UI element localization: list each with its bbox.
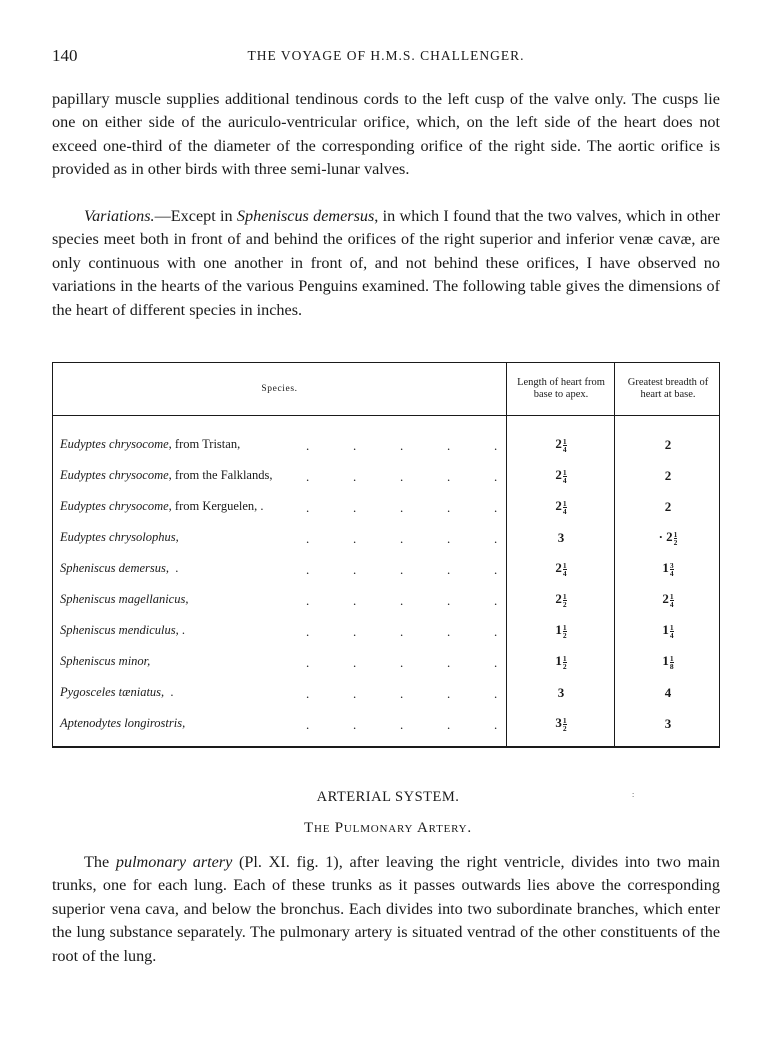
- leader-dot: .: [306, 499, 310, 515]
- length-whole: 1: [555, 653, 562, 669]
- table-row: [53, 460, 719, 491]
- breadth-whole: · 2: [658, 529, 673, 545]
- species-name: Eudyptes chrysocome: [60, 499, 169, 513]
- leader-dot: .: [447, 685, 451, 701]
- leader-dot: .: [400, 561, 404, 577]
- leader-dot: .: [306, 530, 310, 546]
- fraction-numerator: 1: [669, 622, 674, 632]
- length-whole: 3: [555, 715, 562, 731]
- breadth-fraction: [670, 593, 674, 608]
- fraction-denominator: 4: [669, 630, 674, 640]
- header-species: Species.: [261, 384, 298, 394]
- length-cell: [508, 498, 614, 515]
- paragraph-text: , in which I found that the two valves, which in other species meet both in front of and behind the orifices of the right superior and inferior venæ cavæ, are only continuous with one another in front of, and not behind these orifices, I have observed no variations in the hearts of the various Penguins examined. The following table gives the dimensions of the heart of different species in inches.: [52, 207, 720, 319]
- length-cell: [508, 685, 614, 701]
- leader-dot: .: [306, 654, 310, 670]
- fraction-denominator: 8: [669, 661, 674, 671]
- species-name: Pygosceles tæniatus,: [60, 685, 165, 699]
- leader-dot: .: [400, 623, 404, 639]
- leader-dot: .: [306, 623, 310, 639]
- leader-dot: .: [353, 654, 357, 670]
- dot-leaders: [53, 562, 499, 576]
- species-name: Eudyptes chrysolophus,: [60, 530, 179, 544]
- species-name: Spheniscus minor,: [60, 654, 151, 668]
- length-whole: 2: [555, 467, 562, 483]
- fraction-denominator: 4: [562, 475, 567, 485]
- leader-dot: .: [494, 468, 498, 484]
- paragraph-text: papillary muscle supplies additional tendinous cords to the left cusp of the valve only. The cusps lie one on either side of the auriculo-ventricular orifice, which, on the left side of the heart does not exceed one-third of the diameter of the corresponding orifice of the right side. The aortic orifice is provided as in other birds with three semi-lunar valves.: [52, 90, 720, 179]
- breadth-cell: [616, 591, 720, 608]
- table-row: [53, 522, 719, 553]
- length-whole: 3: [557, 684, 565, 700]
- species-locality: .: [169, 561, 179, 575]
- fraction-numerator: 1: [562, 560, 567, 570]
- leader-dot: .: [353, 437, 357, 453]
- header-rule: [53, 415, 719, 416]
- leader-dot: .: [353, 499, 357, 515]
- fraction-denominator: 2: [562, 661, 567, 671]
- table-row: [53, 615, 719, 646]
- fraction-denominator: 4: [669, 568, 674, 578]
- fraction-numerator: 1: [562, 653, 567, 663]
- dot-leaders: [53, 500, 499, 514]
- breadth-cell: [616, 560, 720, 577]
- species-name: Spheniscus magellanicus,: [60, 592, 189, 606]
- leader-dot: .: [353, 530, 357, 546]
- length-cell: [508, 591, 614, 608]
- print-speck: :: [632, 790, 635, 799]
- length-whole: 3: [557, 529, 565, 545]
- leader-dot: .: [447, 437, 451, 453]
- leader-dot: .: [447, 561, 451, 577]
- leader-dot: .: [447, 592, 451, 608]
- leader-dot: .: [494, 561, 498, 577]
- dot-leaders: [53, 593, 499, 607]
- heart-dimensions-table: [52, 362, 720, 748]
- dot-leaders: [53, 624, 499, 638]
- fraction-numerator: 1: [562, 622, 567, 632]
- fraction-denominator: 2: [673, 537, 678, 547]
- leader-dot: .: [353, 685, 357, 701]
- table-row: [53, 646, 719, 677]
- leader-dot: .: [306, 437, 310, 453]
- header-length: Length of heart from base to apex.: [517, 377, 605, 400]
- table-row: [53, 677, 719, 708]
- species-locality: .: [178, 623, 185, 637]
- fraction-denominator: 4: [562, 568, 567, 578]
- length-cell: [508, 560, 614, 577]
- leader-dot: .: [400, 716, 404, 732]
- leader-dot: .: [400, 499, 404, 515]
- subsection-heading-pulmonary-artery: The Pulmonary Artery.: [304, 820, 472, 836]
- breadth-cell: [616, 499, 720, 515]
- length-fraction: [563, 717, 567, 732]
- leader-dot: .: [494, 716, 498, 732]
- length-whole: 2: [555, 591, 562, 607]
- leader-dot: .: [494, 623, 498, 639]
- length-fraction: [563, 469, 567, 484]
- dot-leaders: [53, 469, 499, 483]
- paragraph-text: The: [84, 853, 116, 871]
- leader-dot: .: [353, 561, 357, 577]
- fraction-numerator: 1: [669, 591, 674, 601]
- leader-dot: .: [353, 468, 357, 484]
- fraction-numerator: 1: [562, 498, 567, 508]
- breadth-fraction: [670, 624, 674, 639]
- length-fraction: [563, 624, 567, 639]
- fraction-denominator: 4: [669, 599, 674, 609]
- species-locality: , from Kerguelen, .: [168, 499, 264, 513]
- leader-dot: .: [400, 685, 404, 701]
- paragraph-text: (Pl. XI. fig. 1), after leaving the right ventricle, divides into two main trunks, one for each lung. Each of these trunks as it passes outwards lies above the corresponding superior vena cava, and below the bronchus. Each divides into two subordinate branches, which enter the lung substance separately. The pulmonary artery is situated ventrad of the other constituents of the root of the lung.: [52, 853, 721, 965]
- length-cell: [508, 436, 614, 453]
- fraction-numerator: 3: [669, 560, 674, 570]
- table-row: [53, 553, 719, 584]
- leader-dot: .: [447, 530, 451, 546]
- leader-dot: .: [447, 499, 451, 515]
- breadth-cell: [616, 685, 720, 701]
- leader-dot: .: [494, 654, 498, 670]
- breadth-cell: [616, 437, 720, 453]
- leader-dot: .: [306, 716, 310, 732]
- length-whole: 2: [555, 498, 562, 514]
- species-locality: , from Tristan,: [168, 437, 241, 451]
- breadth-whole: 1: [662, 560, 669, 576]
- paragraph-heart-valves: [52, 88, 720, 182]
- leader-dot: .: [400, 654, 404, 670]
- breadth-whole: 4: [664, 684, 672, 700]
- fraction-numerator: 1: [562, 436, 567, 446]
- leader-dot: .: [353, 592, 357, 608]
- breadth-cell: [616, 529, 720, 546]
- breadth-fraction: [670, 655, 674, 670]
- leader-dot: .: [400, 530, 404, 546]
- length-fraction: [563, 562, 567, 577]
- leader-dot: .: [494, 530, 498, 546]
- term-pulmonary-artery: pulmonary artery: [115, 853, 233, 871]
- fraction-denominator: 2: [562, 723, 567, 733]
- leader-dot: .: [494, 592, 498, 608]
- paragraph-text: —Except in: [154, 207, 237, 225]
- leader-dot: .: [447, 654, 451, 670]
- leader-dot: .: [494, 437, 498, 453]
- fraction-numerator: 1: [562, 467, 567, 477]
- breadth-whole: 3: [664, 715, 672, 731]
- breadth-cell: [616, 622, 720, 639]
- breadth-whole: 2: [664, 436, 672, 452]
- species-locality: , from the Falklands,: [168, 468, 273, 482]
- length-cell: [508, 622, 614, 639]
- leader-dot: .: [306, 468, 310, 484]
- species-name: Spheniscus demersus: [236, 207, 375, 225]
- breadth-cell: [616, 716, 720, 732]
- species-name: Eudyptes chrysocome: [60, 468, 169, 482]
- dot-leaders: [53, 655, 499, 669]
- variations-label: Variations.: [84, 207, 155, 225]
- breadth-fraction: [674, 531, 678, 546]
- breadth-cell: [616, 468, 720, 484]
- leader-dot: .: [400, 468, 404, 484]
- table-row: [53, 708, 719, 739]
- leader-dot: .: [494, 499, 498, 515]
- fraction-denominator: 4: [562, 506, 567, 516]
- table-row: [53, 491, 719, 522]
- section-heading-arterial-system: ARTERIAL SYSTEM.: [316, 789, 460, 805]
- leader-dot: .: [447, 468, 451, 484]
- breadth-whole: 2: [664, 467, 672, 483]
- paragraph-variations: [52, 205, 720, 322]
- leader-dot: .: [494, 685, 498, 701]
- running-head: [52, 46, 720, 66]
- page-number: 140: [52, 46, 78, 65]
- table-row: [53, 429, 719, 460]
- species-name: Spheniscus demersus,: [60, 561, 170, 575]
- leader-dot: .: [353, 716, 357, 732]
- header-breadth: Greatest breadth of heart at base.: [627, 377, 709, 400]
- dot-leaders: [53, 717, 499, 731]
- breadth-fraction: [670, 562, 674, 577]
- fraction-denominator: 4: [562, 444, 567, 454]
- length-fraction: [563, 593, 567, 608]
- length-cell: [508, 715, 614, 732]
- length-whole: 2: [555, 436, 562, 452]
- table-row: [53, 584, 719, 615]
- length-cell: [508, 467, 614, 484]
- fraction-numerator: 1: [562, 715, 567, 725]
- length-fraction: [563, 500, 567, 515]
- breadth-whole: 2: [664, 498, 672, 514]
- breadth-whole: 1: [662, 622, 669, 638]
- leader-dot: .: [447, 716, 451, 732]
- leader-dot: .: [306, 561, 310, 577]
- fraction-denominator: 2: [562, 599, 567, 609]
- species-name: Aptenodytes longirostris,: [60, 716, 186, 730]
- species-name: Spheniscus mendiculus,: [60, 623, 179, 637]
- breadth-whole: 1: [662, 653, 669, 669]
- leader-dot: .: [306, 592, 310, 608]
- species-locality: .: [164, 685, 174, 699]
- species-name: Eudyptes chrysocome: [60, 437, 169, 451]
- leader-dot: .: [353, 623, 357, 639]
- paragraph-pulmonary-artery: [52, 851, 720, 968]
- leader-dot: .: [400, 592, 404, 608]
- fraction-numerator: 1: [669, 653, 674, 663]
- leader-dot: .: [306, 685, 310, 701]
- length-whole: 2: [555, 560, 562, 576]
- leader-dot: .: [447, 623, 451, 639]
- length-cell: [508, 530, 614, 546]
- fraction-numerator: 1: [673, 529, 678, 539]
- length-cell: [508, 653, 614, 670]
- leader-dot: .: [400, 437, 404, 453]
- dot-leaders: [53, 438, 499, 452]
- running-title: THE VOYAGE OF H.M.S. CHALLENGER.: [247, 48, 525, 63]
- dot-leaders: [53, 686, 499, 700]
- dot-leaders: [53, 531, 499, 545]
- length-fraction: [563, 655, 567, 670]
- breadth-whole: 2: [662, 591, 669, 607]
- length-fraction: [563, 438, 567, 453]
- breadth-cell: [616, 653, 720, 670]
- fraction-denominator: 2: [562, 630, 567, 640]
- fraction-numerator: 1: [562, 591, 567, 601]
- length-whole: 1: [555, 622, 562, 638]
